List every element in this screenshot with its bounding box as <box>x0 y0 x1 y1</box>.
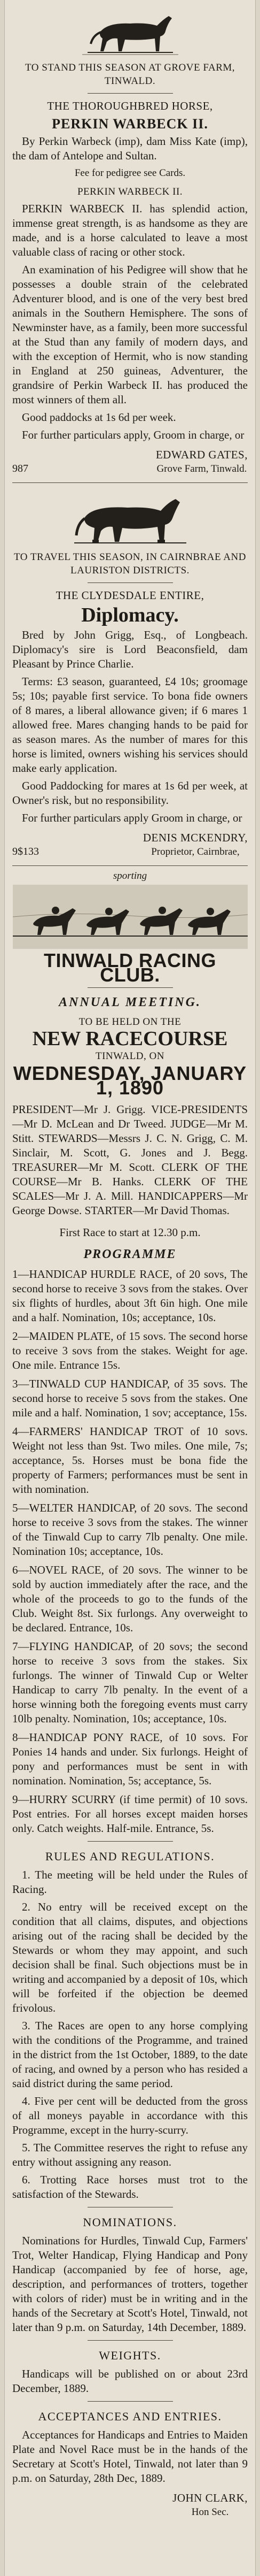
advertisement-tinwald-racing-club <box>12 885 248 2519</box>
to-be-held-line: TO BE HELD ON THE <box>78 1016 182 1028</box>
ad2-subtitle: THE CLYDESDALE ENTIRE, <box>56 589 204 602</box>
rule-item: 1. The meeting will be held under the Rules of Racing. <box>12 1868 248 1896</box>
first-race-line: First Race to start at 12.30 p.m. <box>59 1226 201 1239</box>
acceptances-text: Acceptances for Handicaps and Entries to Maiden Plate and Novel Race must be in the hands of the Secretary at Scott's Hotel, Tinwald, not later than 9 p.m. on Saturday, 28th Dec, 1889. <box>12 2428 248 2485</box>
ad1-body-1: PERKIN WARBECK II. has splendid action, immense great strength, is as handsome as they are made, and is a horse calculated to leave a most valuable class of racing or other stock. <box>12 202 248 258</box>
ad2-signer-address: Proprietor, Cairnbrae, <box>151 846 240 857</box>
ad2-body-2: Terms: £3 season, guaranteed, £4 10s; groomage 5s; 10s; payable first service. To bona fide owners of 8 mares, a liberal allowance given; if 6 mares 1 allowed free. Mares changing hands to be paid for as season mares. As the number of mares for this horse is limited, owners wishing his services should make early application. <box>12 675 248 775</box>
divider <box>88 93 173 94</box>
horse-race-engraving-icon <box>13 885 248 949</box>
ad1-body-4: For further particulars apply, Groom in charge, or <box>22 428 245 441</box>
programme-item: 1—HANDICAP HURDLE RACE, of 20 sovs, The second horse to receive 3 sovs from the stakes. Over six flights of hurdles, about 3ft 6in high. One mile and a half. Nomination, 10s; acceptance, 10s. <box>12 1268 248 1324</box>
acceptances-heading: ACCEPTANCES AND ENTRIES. <box>38 2410 222 2423</box>
programme-heading: PROGRAMME <box>83 1247 177 1261</box>
rules-list <box>12 1868 248 2202</box>
ad1-horse-name: PERKIN WARBECK II. <box>52 116 208 132</box>
divider <box>88 582 173 583</box>
rule-item: 4. Five per cent will be deducted from the gross of all moneys payable in accordance with this Programme, except in the hurry-scurry. <box>12 2095 248 2136</box>
rule-item: 2. No entry will be received except on the condition that all claims, disputes, and objections arising out of the racing shall be decided by the Stewards or whom they may appoint, and such decision shall be final. Such objections must be in writing and accompanied by a deposit of 10s, which will be forfeited if the objection be deemed frivolous. <box>12 1900 248 2014</box>
ad3-signer: JOHN CLARK, <box>172 2491 248 2504</box>
ad1-header: TO STAND THIS SEASON AT GROVE FARM, TINWALD. <box>25 62 235 87</box>
rule-item: 6. Trotting Race horses must trot to the satisfaction of the Stewards. <box>12 2173 248 2201</box>
advertisement-diplomacy <box>12 489 248 859</box>
ad1-ref-number: 987 <box>12 463 28 474</box>
programme-item: 7—FLYING HANDICAP, of 20 sovs; the second horse to receive 3 sovs from the stakes. Six furlongs. The winner of Tinwald Cup or Welter Handicap to carry 7lb penalty. In the event of a horse winning both the foregoing events must carry 10lb penalty. Nomination, 10s; acceptance, 10s. <box>12 1640 248 1725</box>
ad1-subtitle: THE THOROUGHBRED HORSE, <box>47 99 213 112</box>
place-line: TINWALD, ON <box>96 1051 164 1062</box>
ad2-body-3: Good Paddocking for mares at 1s 6d per week, at Owner's risk, but no responsibility. <box>12 779 248 807</box>
officers-list: PRESIDENT—Mr J. Grigg. VICE-PRESIDENTS—Mr D. McLean and Dr Tweed. JUDGE—Mr M. Stitt. STEWARDS—Messrs J. C. N. Grigg, C. M. Sinclair, M. Scott, G. Jones and J. Begg. TREASURER—Mr M. Scott. CLERK OF THE COURSE—Mr B. Hanks. CLERK OF THE SCALES—Mr J. A. Mill. HANDICAPPERS—Mr George Dowse. STARTER—Mr David Thomas. <box>12 1103 248 1217</box>
annual-meeting-heading: ANNUAL MEETING. <box>59 995 201 1009</box>
weights-text: Handicaps will be published on or about 23rd December, 1889. <box>12 2367 248 2395</box>
horse-engraving-icon <box>72 3 189 59</box>
programme-item: 9—HURRY SCURRY (if time permit) of 10 sovs. Post entries. For all horses except maiden horses only. Catch weights. Half-mile. Entrance, 5s. <box>12 1793 248 1835</box>
racecourse-title: NEW RACECOURSE <box>32 1028 228 1050</box>
ad2-body-4: For further particulars apply Groom in charge, or <box>22 811 242 824</box>
programme-item: 3—TINWALD CUP HANDICAP, of 35 sovs. The second horse to receive 5 sovs from the stakes. One mile and a half. Nomination, 1 sov; acceptance, 15s. <box>12 1377 248 1419</box>
ad1-signer-address: Grove Farm, Tinwald. <box>156 463 247 474</box>
divider <box>88 2340 173 2341</box>
ad3-signature <box>12 2491 248 2519</box>
ad1-body-2: An examination of his Pedigree will show that he possesses a double strain of the celebrated Adventurer blood, and is one of the very best bred animals in the Southern Hemisphere. The sons of Newminster have, as a family, been more successful at the Stud than any family of modern days, and with the exception of Hermit, who is now standing in England at 250 guineas, Adventurer, the grandsire of Perkin Warbeck II. has produced the most winners of them all. <box>12 263 248 406</box>
ad1-body-3: Good paddocks at 1s 6d per week. <box>22 411 176 424</box>
ad2-signer: DENIS MCKENDRY, <box>143 831 248 844</box>
ad2-body-1: Bred by John Grigg, Esq., of Longbeach. Diplomacy's sire is Lord Beaconsfield, dam Pleasant by Prince Charlie. <box>12 628 248 670</box>
ad1-intro: By Perkin Warbeck (imp), dam Miss Kate (imp), the dam of Antelope and Sultan. <box>12 135 248 162</box>
advertisement-perkin-warbeck <box>12 3 248 476</box>
ad1-fee-line: Fee for pedigree see Cards. <box>74 167 186 179</box>
divider <box>12 482 248 483</box>
ad2-ref-number: 9$133 <box>12 846 39 857</box>
programme-item: 2—MAIDEN PLATE, of 15 sovs. The second horse to receive 3 sovs from the stakes. Weight for age. One mile. Entrance 15s. <box>12 1330 248 1371</box>
meeting-date: WEDNESDAY, JANUARY 1, 1890 <box>13 1062 247 1099</box>
rule-item: 3. The Races are open to any horse complying with the conditions of the Programme, and trained in the district from the 1st October, 1889, to the date of racing, and owned by a person who has resided a said district during the same period. <box>12 2019 248 2090</box>
programme-item: 6—NOVEL RACE, of 20 sovs. The winner to be sold by auction immediately after the race, and the whole of the proceeds to go to the funds of the Club. Weight 8st. Six furlongs. Any overweight to be declared. Entrance, 10s. <box>12 1563 248 1634</box>
nominations-heading: NOMINATIONS. <box>83 2215 177 2229</box>
nominations-text: Nominations for Hurdles, Tinwald Cup, Farmers' Trot, Welter Handicap, Flying Handicap and Pony Handicap (accompanied by fee of horse, age, description, and performances of trotters, together with colors of rider) must be in writing and in the hands of the Secretary at Scott's Hotel, Tinwald, not later than 9 p.m. on Saturday, 14th December, 1889. <box>12 2234 248 2334</box>
rule-item: 5. The Committee reserves the right to refuse any entry without assigning any reason. <box>12 2141 248 2168</box>
divider <box>12 865 248 866</box>
clydesdale-engraving-icon <box>64 489 197 548</box>
section-label: sporting <box>113 870 147 881</box>
ad2-header: TO TRAVEL THIS SEASON, IN CAIRNBRAE AND LAURISTON DISTRICTS. <box>14 551 246 576</box>
newspaper-page <box>4 0 256 2576</box>
ad1-name-repeat: PERKIN WARBECK II. <box>77 186 183 197</box>
club-title: TINWALD RACING CLUB. <box>44 949 216 986</box>
rules-heading: RULES AND REGULATIONS. <box>45 1850 215 1863</box>
ad2-horse-name: Diplomacy. <box>81 604 179 626</box>
programme-item: 5—WELTER HANDICAP, of 20 sovs. The second horse to receive 3 sovs from the stakes. The winner of the Tinwald Cup to carry 7lb penalty. One mile. Nomination 10s; acceptance, 10s. <box>12 1501 248 1558</box>
ad3-signer-title: Hon Sec. <box>191 2506 229 2518</box>
divider <box>88 2401 173 2402</box>
divider <box>88 987 173 988</box>
weights-heading: WEIGHTS. <box>99 2349 161 2362</box>
programme-list <box>12 1267 248 1836</box>
divider <box>88 1841 173 1842</box>
ad1-signer: EDWARD GATES, <box>155 448 248 461</box>
programme-item: 4—FARMERS' HANDICAP TROT of 10 sovs. Weight not less than 9st. Two miles. One mile, 7s; acceptance, 5s. Horses must be bona fide the property of Farmers; performances must be sent in with nomination. <box>12 1425 248 1496</box>
programme-item: 8—HANDICAP PONY RACE, of 10 sovs. For Ponies 14 hands and under. Six furlongs. Height of pony and performances must be sent in with nomination. Nomination, 5s; acceptance, 5s. <box>12 1731 248 1787</box>
